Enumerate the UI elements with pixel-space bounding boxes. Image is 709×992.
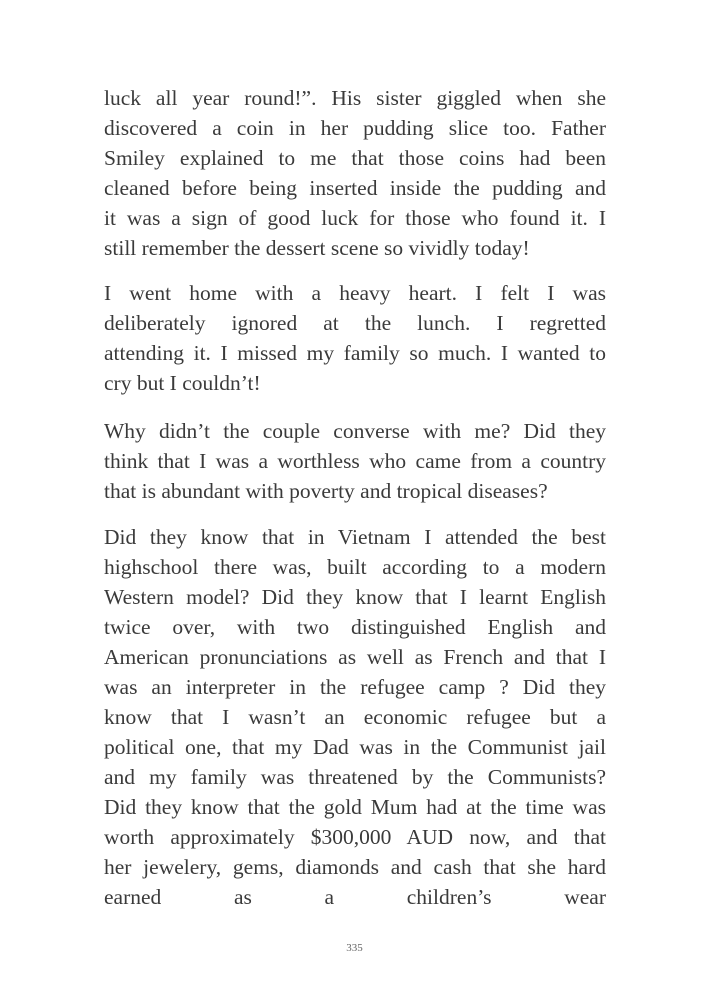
text-line: worth approximately $300,000 AUD now, and that bbox=[104, 825, 606, 849]
text-line: cleaned before being inserted inside the pudding and bbox=[104, 176, 606, 200]
text-line: earned as a children’s wear bbox=[104, 885, 606, 909]
text-line: was an interpreter in the refugee camp ? Did they bbox=[104, 675, 606, 699]
text-line: attending it. I missed my family so much. I wanted to bbox=[104, 341, 606, 365]
text-line: Did they know that the gold Mum had at the time was bbox=[104, 795, 606, 819]
text-line: highschool there was, built according to a modern bbox=[104, 555, 606, 579]
text-line: Western model? Did they know that I learnt English bbox=[104, 585, 606, 609]
text-line: Why didn’t the couple converse with me? Did they bbox=[104, 419, 606, 443]
text-line: know that I wasn’t an economic refugee but a bbox=[104, 705, 606, 729]
text-line: still remember the dessert scene so vividly today! bbox=[104, 236, 530, 260]
paragraph bbox=[104, 522, 606, 912]
paragraph bbox=[104, 278, 606, 398]
text-line: that is abundant with poverty and tropical diseases? bbox=[104, 479, 548, 503]
text-line: Did they know that in Vietnam I attended the best bbox=[104, 525, 606, 549]
text-line: political one, that my Dad was in the Communist jail bbox=[104, 735, 606, 759]
text-line: Smiley explained to me that those coins had been bbox=[104, 146, 606, 170]
text-line: cry but I couldn’t! bbox=[104, 371, 261, 395]
text-line: luck all year round!”. His sister giggled when she bbox=[104, 86, 606, 110]
text-line: I went home with a heavy heart. I felt I was bbox=[104, 281, 606, 305]
text-line: and my family was threatened by the Communists? bbox=[104, 765, 606, 789]
paragraph bbox=[104, 416, 606, 506]
text-line: twice over, with two distinguished English and bbox=[104, 615, 606, 639]
text-line: deliberately ignored at the lunch. I regretted bbox=[104, 311, 606, 335]
text-line: her jewelery, gems, diamonds and cash that she hard bbox=[104, 855, 606, 879]
text-line: American pronunciations as well as French and that I bbox=[104, 645, 606, 669]
page-number: 335 bbox=[346, 942, 363, 954]
text-line: think that I was a worthless who came from a country bbox=[104, 449, 606, 473]
text-line: discovered a coin in her pudding slice too. Father bbox=[104, 116, 606, 140]
text-line: it was a sign of good luck for those who found it. I bbox=[104, 206, 606, 230]
paragraph bbox=[104, 83, 606, 263]
